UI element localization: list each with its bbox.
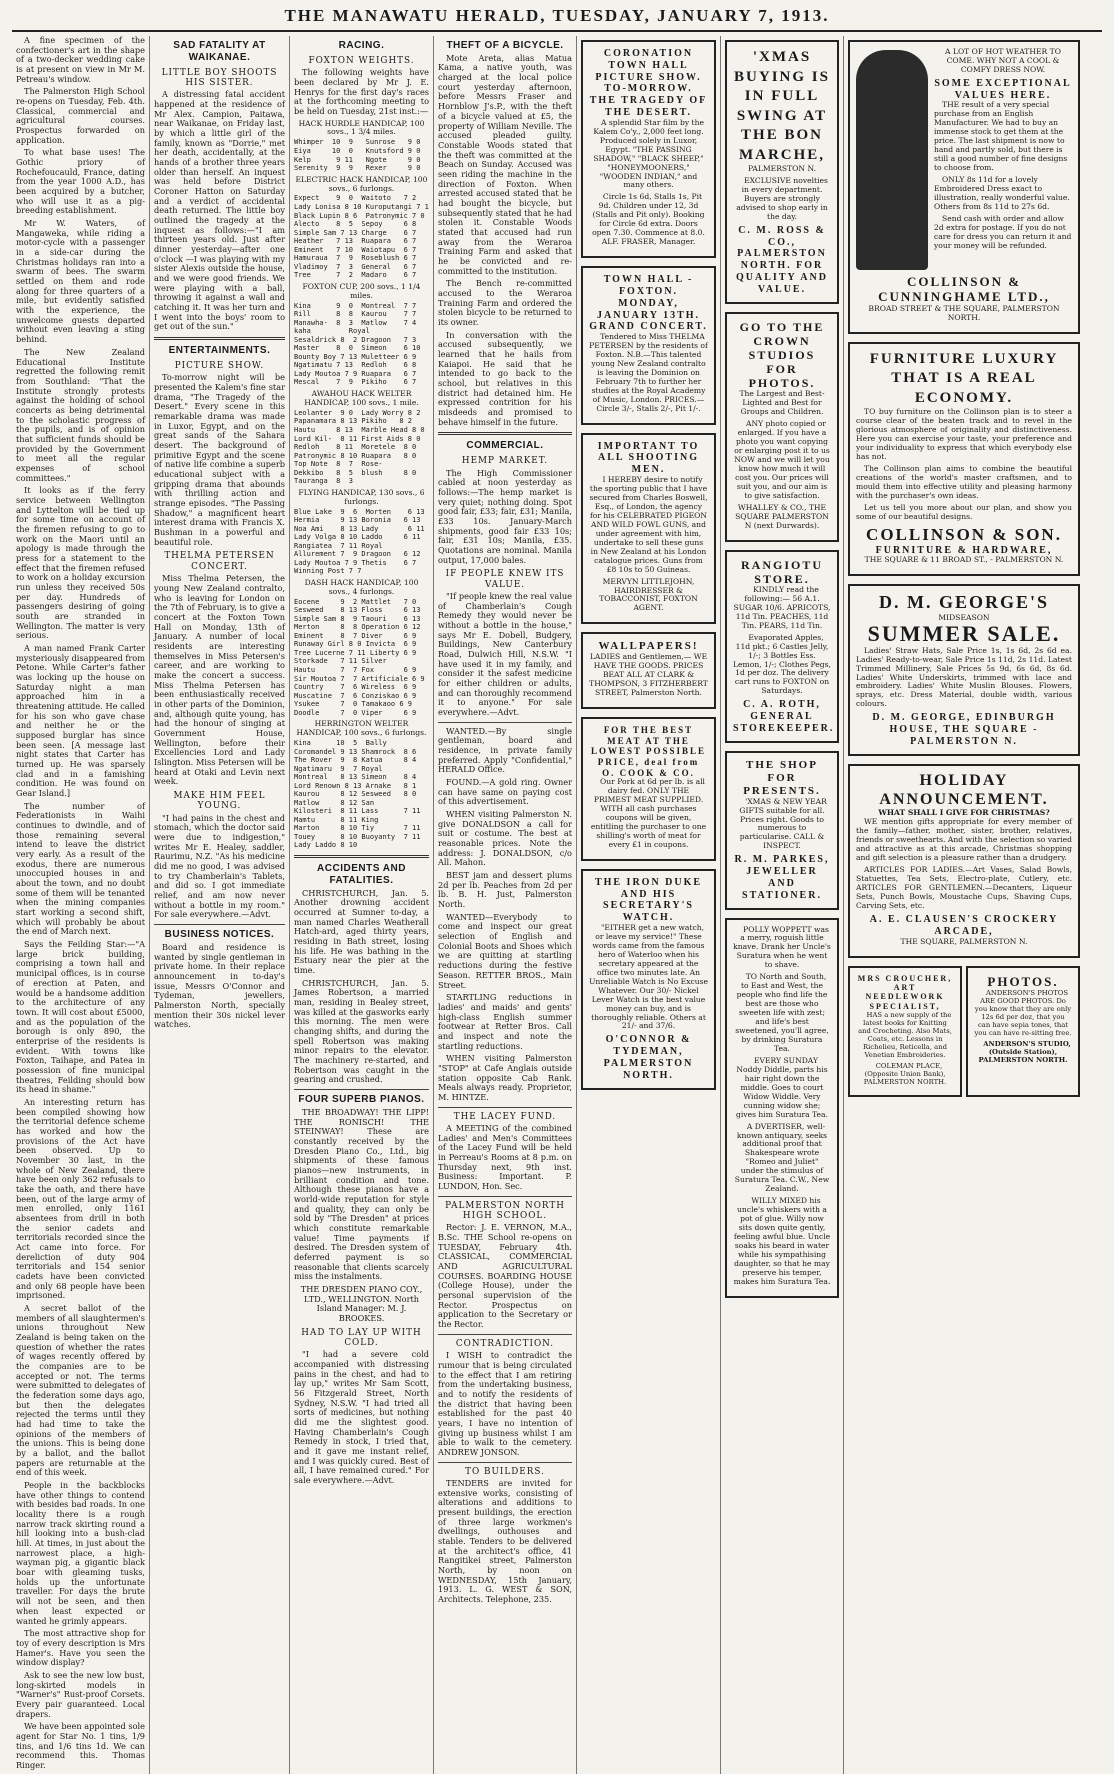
ad-title: SUMMER SALE. (867, 621, 1061, 647)
ad-body: TO North and South, to East and West, the people who find life the best are those who sweeten life with zest; and life's best sweetened, you'll agree, by drinking Suratura Tea. (735, 972, 829, 1053)
column-6 (721, 36, 844, 1774)
article-body: "I had a severe cold accompanied with distressing pains in the chest, and had to lay up," writes Mr Sam Scott, 56 Fitzgerald Street, North Sydney, N.S.W. "I had tried all sorts of medicines, but nothing did me the slightest good. Having Chamberlain's Cough Remedy in stock, I tried that, and it gave me instant relief, and I was quickly cured. Best of all, I have remained cured." For sale everywhere.—Advt. (294, 1349, 429, 1486)
ad-rangiotu-store (725, 550, 839, 743)
article-body: To-morrow night will be presented the Kalem's fine star drama, "The Tragedy of the Desert." Every scene in this remarkable drama was made in Luxor, Egypt, and on the great sands of the Sahara desert. The background of primitive Egypt and the scene of native life combine a superb educational subject with a gripping drama that abounds with thrilling action and strange episodes. "The Passing Shadow," a magnificent heart interest drama with Francis X. Bushman in a powerful and beautiful role. (154, 372, 285, 547)
ad-subhead: WHAT SHALL I GIVE FOR CHRISTMAS? (878, 808, 1050, 818)
dress-illustration (856, 50, 928, 270)
notice-body: I WISH to contradict the rumour that is being circulated to the effect that I am retiring from the undertaking business, and to notify the residents of the district that having been established for the past 40 years, I have no intention of giving up business whilst I am able to walk to the cemetery. ANDREW JONSON. (438, 1350, 572, 1457)
ad-crown-studios (725, 312, 839, 542)
ad-body: PALMERSTON N. (747, 164, 817, 173)
ad-headline: 'XMAS BUYING IS IN FULL SWING AT THE BON MARCHE, (734, 49, 830, 163)
ad-signoff: D. M. GEORGE, EDINBURGH HOUSE, THE SQUARE - PALMERSTON N. (872, 712, 1056, 747)
news-paragraph: The number of Federationists in Waihi continues to dwindle, and of those remaining several intend to leave the district very early. As a result of the exodus, there are numerous unoccupied houses in and about the town, and no doubt some of them will be tenanted when the mining companies start working a second shift, which will probably be about the end of March next. (16, 800, 145, 937)
race-title: DASH HACK HANDICAP, 100 sovs., 4 furlongs. (304, 577, 419, 596)
ad-body: ANY photo copied or enlarged. If you have a photo you want copying or enlarging post it to us NOW and we will let you know how much it will cost you. Our prices will suit you, and our aim is to give satisfaction. (734, 419, 830, 500)
ad-body: TO buy furniture on the Collinson plan is to steer a course clear of the beaten track and to revel in the glorious atmosphere of originality and distinctiveness. Here you can exercise your taste, your preference and your individuality to express that which everybody else has not. (856, 407, 1072, 461)
ad-iron-duke-watch (581, 869, 716, 1090)
article-body: Mote Areta, alias Matua Kama, a native youth, was charged at the local police court yesterday afternoon, before Messrs Fraser and Hornblow J's.P., with the theft of a bicycle valued at £5, the property of William Neville. The accused pleaded guilty. Constable Woods stated that the theft was committed at the Beach on Sunday. Accused was seen riding the machine in the direction of Foxton. When arrested accused stated that he had bought the bicycle, but subsequently stated that he had stolen it. Constable Woods stated that accused had run away from the Weraroa Training Farm and asked that he be convicted and re-committed to the institution. (438, 52, 572, 276)
ad-body: ANDERSON'S PHOTOS ARE GOOD PHOTOS. Do you know that they are only 12s 6d per doz, that you can have sepia tones, that you can have re-sitting free. (974, 988, 1072, 1037)
news-paragraph: A fine specimen of the confectioner's art in the shape of a two-decker wedding cake is at present on view in Mr M. Petreau's window. (16, 35, 145, 84)
news-paragraph: Says the Feilding Star:—"A large brick building, comprising a town hall and municipal offices, is in course of erection at Paten, and would be a handsome addition to the architecture of any town. It will cost about £5000, and as the population of the borough is only 890, the enterprise of the residents is evident. With towns like Foxton, Taihape, and Patea in possession of fine municipal theatres, Feilding should bow its head in shame." (16, 939, 145, 1095)
ad-coronation-hall (581, 40, 716, 258)
race-weights: Kina 10 5 Bally Coromandel 9 13 Shamrock 8 6 The Rover 9 8 Katua 8 4 Ngatimaru 9 7 Royal Montreal 8 13 Simeon 8 4 Lord Renown 8 13 Arnake 8 1 Kaurou 8 12 Sesweed 8 0 Matlow 8 12 San Kilosteri 8 11 Lass 7 11 Mamtu 8 11 King Marton 8 10 Tiy 7 11 Touey 8 10 Buoyanty 7 11 Lady Laddo 8 10 (294, 739, 421, 850)
ad-body: MERVYN LITTLEJOHN, HAIRDRESSER & TOBACCONIST, FOXTON AGENT. (599, 576, 698, 613)
ad-body: KINDLY read the following:— 56 A.1. SUGAR 10/6. APRICOTS, 11d Tin. PEACHES, 11d Tin. PEARS, 11d Tin. (733, 584, 831, 630)
ad-body: Circle 1s 6d, Stalls 1s, Pit 9d. Children under 12, 3d (Stalls and Pit only). Booking for Circle 6d extra. Doors open 7.30. Commence at 8.0. ALF. FRASER, Manager. (592, 192, 705, 247)
ad-body: EVERY SUNDAY Noddy Diddle, parts his hair right down the middle. Goes to court Widow Widdle. Very cunning widow she; gives him Suratura Tea. (736, 1055, 828, 1119)
race-weights: Leolanter 9 0 Lady Worry 8 2 Papanamara 8 13 Pikiho 8 2 Hautu 8 13 Marble Head 8 0 Lord Kil- 8 11 First Aids 8 0 Redloh 8 11 Moretele 8 0 Patronymic 8 10 Ruapara 8 0 Top Note 8 7 Rose- Dekkibo 8 5 blush 8 0 Tauranga 8 3 (294, 408, 425, 486)
ad-body: Evaporated Apples, 11d pkt.; 6 Castles Jelly, 1/-; 3 Bottles Ess. Lemon, 1/-; Clothes Pegs, 1d per doz. The delivery cart runs to FOXTON on Saturdays. (733, 632, 831, 696)
article-body: Miss Thelma Petersen, the young New Zealand contralto, who is leaving for London on the 7th of February, is to give a concert at the Foxton Town Hall on Monday, 13th of January. A number of local residents are interesting themselves in Miss Petersen's career, and are working to make the concert a success. Miss Thelma Petersen has been enthusiastically received in other parts of the Dominion, and, although quite young, has had the honour of singing at Government House, Wellington, before their Excellencies Lord and Lady Islington. Miss Petersen will be heard at Otaki and Levin next week. (154, 573, 285, 787)
ad-holiday-announcement (848, 764, 1080, 958)
article-body: THE DRESDEN PIANO COY., LTD., WELLINGTON. North Island Manager: M. J. BROOKES. (300, 1283, 423, 1323)
classified-ad: BEST jam and dessert plums 2d per lb. Peaches from 2d per lb. B. H. Just, Palmerston North. (438, 870, 572, 910)
ad-signoff: O'CONNOR & TYDEMAN, PALMERSTON NORTH. (603, 1034, 694, 1081)
race-title: HACK HURDLE HANDICAP, 100 sovs., 1 3/4 miles. (298, 118, 425, 137)
ad-subhead: FURNITURE & HARDWARE, (875, 544, 1053, 556)
notice-headline: THE LACEY FUND. (453, 1111, 557, 1122)
ad-headline: TOWN HALL - FOXTON. MONDAY, JANUARY 13TH. GRAND CONCERT. (589, 274, 708, 333)
news-paragraph: Ask to see the new low bust, long-skirted models in "Warner's" Rust-proof Corsets. Every pair guaranteed. Local drapers. (16, 1669, 145, 1719)
ad-body: HAS a new supply of the latest books for Knitting and Crocheting. Also Mats, Coats, etc. Lessons in Richelieu, Reticella, and Venetian Embroideries. (858, 1011, 952, 1060)
column-4 (434, 36, 577, 1774)
classified-ad: WHEN visiting Palmerston N. give DONALDSON a call for suit or costume. The best at reasonable prices. Note the address: J. DONALDSON, c/o All. Mahon. (438, 809, 572, 868)
divider (438, 432, 572, 435)
race-weights: Expect 9 0 Waitoto 7 2 Lady Lonisa 8 10 Kuroputangi 7 1 Black Lupin 8 6 Patronymic 7 0 Alecto 8 5 Sepoy 6 8 Simple Sam 7 13 Charge 6 7 Heather 7 13 Ruapara 6 7 Eminent 7 10 Waiotapu 6 7 Hamuraua 7 9 Roseblush 6 7 Vladimoy 7 3 General 6 7 Tree 7 2 Madaro 6 7 (294, 194, 429, 280)
ad-xmas-buying (725, 40, 839, 304)
news-paragraph: Mr W. Waters, of Mangaweka, while riding a motor-cycle with a passenger in a side-car during the Christmas holidays ran into a swarm of bees. The swarm settled on them and rode along for three quarters of a mile, but evidently satisfied with the experience, the unwelcome guests departed without even leaving a sting behind. (16, 218, 145, 345)
column-1 (12, 36, 150, 1774)
article-subhead: FOXTON WEIGHTS. (308, 55, 415, 66)
divider (294, 855, 429, 858)
divider (438, 1196, 572, 1197)
news-paragraph: The most attractive shop for toy of every description is Mrs Hamer's. Have you seen the window display? (16, 1628, 145, 1668)
ad-body: A DVERTISER, well-known antiquary, seeks additional proof that Shakespeare wrote "Romeo and Juliet" under the stimulus of Suratura Tea. C.W., New Zealand. (734, 1121, 830, 1194)
ad-body: WE mention gifts appropriate for every member of the family—father, mother, sister, brother, relatives, friends or sweethearts. And with the selection so varied and attractive as at this arcade, Christmas shopping and gift selection is a pleasure rather than a drudgery. (856, 817, 1072, 863)
article-headline: FOUR SUPERB PIANOS. (298, 1094, 425, 1106)
ad-headline: D. M. GEORGE'S (878, 592, 1049, 613)
column-7 (844, 36, 1084, 1774)
ad-collinson-cunninghame (848, 40, 1080, 334)
ad-headline: FOR THE BEST MEAT AT THE LOWEST POSSIBLE PRICE, deal from O. COOK & CO. (590, 725, 707, 778)
news-paragraph: It looks as if the ferry service between Wellington and Lyttelton will be tied up for some time on account of the firemen refusing to go to work on the Maori until an apology is made through the press for a statement to the effect that the firemen refused to work on a holiday excursion run unless they received 50s per day. Hundreds of passengers desiring of going south are stranded in Wellington. The matter is very serious. (16, 485, 145, 641)
article-body: The Bench re-committed accused to the Weraroa Training Farm and ordered the stolen bicycle to be returned to its owner. (438, 278, 572, 327)
ad-subhead: The Largest and Best-Lighted and Best for Groups and Children. (739, 389, 825, 417)
news-paragraph: The Palmerston High School re-opens on Tuesday, Feb. 4th. Classical, commercial and agricultural courses. Prospectus forwarded on application. (16, 86, 145, 145)
divider (154, 924, 285, 925)
ad-body: A splendid Star film by the Kalem Co'y., 2,000 feet long. Produced solely in Luxor, Egypt. "THE PASSING SHADOW," "BLACK SHEEP," "HONEYMOONERS," "WOODEN INDIAN," and many others. (593, 117, 704, 190)
article-body: "I had pains in the chest and stomach, which the doctor said were due to indigestion," writes Mr E. Healey, saddler, Raurimu, N.Z. "As his medicine did me no good, I was advised to try Chamberlain's Tablets, and did so. I got immediate relief, and am now never without a bottle in my room." For sale everywhere.—Advt. (154, 812, 285, 920)
ad-body: POLLY WOPPETT was a merry, roguish little knave. Drank her Uncle's Suratura when he went to shave. (733, 924, 831, 970)
ad-signoff: C. M. ROSS & CO., PALMERSTON NORTH. FOR QUALITY AND VALUE. (736, 224, 828, 295)
ad-body: "EITHER get a new watch, or leave my service!" These words came from the famous hero of Waterloo when his secretary appeared at the office two minutes late. An Unreliable Watch is No Excuse Whatever. Our 30/- Nickel Lever Watch is the best value money can buy, and is thoroughly reliable. Others at 21/- and 37/6. (589, 922, 709, 1031)
article-subhead: PICTURE SHOW. (174, 360, 265, 371)
notice-body: A MEETING of the combined Ladies' and Men's Committees of the Lacey Fund will be held in Perreau's Rooms at 8 p.m. on Thursday next, 9th inst. Business: Important. P. LUNDON, Hon. Sec. (438, 1122, 572, 1191)
ad-headline: PHOTOS. (987, 973, 1059, 989)
news-paragraph: A man named Frank Carter mysteriously disappeared from Petone. While Carter's father was locking up the house on Saturday night a man approached him in a threatening attitude. He called for his son who gave chase and neither he or the supposed burglar has since been seen. [A message last night states that Carter has turned up. He was sparsely clad and in a famishing condition. He was found on Gear Island.] (16, 642, 145, 799)
ad-signoff: ANDERSON'S STUDIO, (Outside Station), PALMERSTON NORTH. (978, 1039, 1071, 1064)
ad-address: THE SQUARE, PALMERSTON N. (900, 936, 1028, 946)
race-title: AWAHOU HACK WELTER HANDICAP, 100 sovs., 1 mile. (304, 389, 419, 407)
race-title: FOXTON CUP, 200 sovs., 1 1/4 miles. (302, 281, 421, 300)
article-body: A distressing fatal accident happened at the residence of Mr Alex. Campion, Paitawa, near Waikanae, on Friday last, by which a little girl of the family, known as "Dorrie," met her death, accidentally, at the hands of a brother three years older than herself. An inquest was held before District Coroner Hatton on Saturday and a verdict of accidental death returned. The little boy outlined the tragedy at the inquest as follows:—"I am thirteen years old. Just after dinner yesterday—after one o'clock —I was playing with my sister Alexis outside the house, and we were good friends. We were playing with a ball, throwing it against a wall and catching it. It was her turn and I went into the boys' room to get out of the sun." (154, 89, 285, 332)
news-paragraph: A secret ballot of the members of all slaughtermen's unions throughout New Zealand is being taken on the question of whether the rates of wages recently offered by the companies are to be accepted or not. The terms were submitted to delegates of the federation some days ago, but then the delegates rejected the terms until they had had time to take the opinions of the members of the unions. This is being done by a ballot, and the ballot papers are returnable at the end of this week. (16, 1303, 145, 1478)
news-paragraph: To what base uses! The Gothic priory of Rochefoucauld, France, dating from the year 1000 A.D., has been acquired by a butcher, who will use it as a pig-breeding establishment. (16, 147, 145, 216)
ad-george-summer-sale (848, 584, 1080, 755)
ad-headline: MRS CROUCHER, ART NEEDLEWORK SPECIALIST, (857, 973, 953, 1011)
ad-body: I HEREBY desire to notify the sporting public that I have secured from Charles Boswell, Esq., of London, the agency for his CELEBRATED PIGEON AND WILD FOWL GUNS, and under agreement with him, undertake to sell these guns in New Zealand at his London catalogue prices. Guns from £8 10s to 50 Guineas. (589, 475, 708, 574)
notice-body: Rector: J. E. VERNON, M.A., B.Sc. THE School re-opens on TUESDAY, February 4th. CLASSICAL, COMMERCIAL AND AGRICULTURAL COURSES. BOARDING HOUSE (College House), under the personal supervision of the Rector. Prospectus on application to the Secretary or the Rector. (438, 1222, 572, 1330)
ad-body: Ladies' Straw Hats, Sale Price 1s, 1s 6d, 2s 6d ea. Ladies' Ready-to-wear, Sale Price 1s 11d, 2s 11d. Latest Trimmed Millinery, Sale Prices 5s 9d, 6s 6d, 8s 6d. Ladies' White Underskirts, trimmed with lace and embroidery. Ladies' White Muslin Blouses. Flowers, sprays, etc. Dress Material, double width, various colours. (856, 645, 1072, 709)
ad-suratura-tea (725, 918, 839, 1298)
article-subhead: HAD TO LAY UP WITH COLD. (301, 1327, 422, 1348)
masthead: THE MANAWATU HERALD, TUESDAY, JANUARY 7, 1913. (12, 6, 1102, 32)
race-title: HERRINGTON WELTER HANDICAP, 100 sovs., 6 furlongs. (296, 719, 427, 738)
ad-shop-for-presents (725, 751, 839, 910)
notice-body: TENDERS are invited for extensive works, consisting of alterations and additions to present buildings, the erection of three large workmen's dwellings, outhouses and stable. Tenders to be delivered at the architect's office, 41 Rangitikei street, Palmerston North, by noon on WEDNESDAY, 15th January, 1913. L. G. WEST & SON, Architects. Telephone, 235. (438, 1477, 572, 1604)
ad-headline: THE IRON DUKE AND HIS SECRETARY'S WATCH. (594, 876, 703, 924)
news-paragraph: People in the backblocks have other things to contend with besides bad roads. In one locality there is a rough narrow track skirting round a hill looking into a bush-clad hill. At times, in just about the narrowest place, a high-wayman pig, a gigantic black boar with gleaming tusks, holds up the unfortunate traveller. For days the brute will not be seen, and then when least expected or wanted he grimly appears. (16, 1480, 145, 1626)
article-body: "If people knew the real value of Chamberlain's Cough Remedy they would never be without a bottle in the house," says Mr E. Dobell, Budgery, Buildings, New Canterbury Road, Dulwich Hill, N.S.W. "I have used it in my family, and consider it the safest medicine for either children or adults, and can thoroughly recommend it to anyone." For sale everywhere.—Advt. (438, 590, 572, 718)
column-3 (290, 36, 434, 1774)
ad-town-hall-concert (581, 266, 716, 425)
article-headline: COMMERCIAL. (466, 440, 544, 452)
ad-mrs-croucher (848, 966, 962, 1098)
classified-ad: WANTED.—By single gentleman, board and residence, in private family preferred. Apply "Confidential," HERALD Office. (438, 725, 572, 775)
ad-headline: SOME EXCEPTIONAL VALUES HERE. (934, 77, 1072, 101)
ad-signoff: A. E. CLAUSEN'S CROCKERY ARCADE, (869, 913, 1059, 937)
article-body: Board and residence is wanted by single gentleman in private home. In their replace announcement in to-day's issue, Messrs O'Connor and Tydeman, jewellers, Palmerston North, specially mention their 30s nickel lever watches. (154, 941, 285, 1030)
article-headline: ENTERTAINMENTS. (168, 345, 271, 357)
ad-address: BROAD STREET & THE SQUARE, PALMERSTON NORTH. (868, 303, 1060, 322)
ad-body: The Collinson plan aims to combine the beautiful creations of the world's master craftsmen, and to mould them into effective utility and pleasing harmony with the purchaser's own ideas. (856, 463, 1072, 500)
ad-body: Our Pork at 6d per lb. is all dairy fed. ONLY THE PRIMEST MEAT SUPPLIED. WITH all cash purchases coupons will be given, entitling the purchaser to one shilling's worth of meat for every £1 in coupons. (590, 777, 707, 849)
ad-body: WILLY MIXED his uncle's whiskers with a pot of glue. Willy now sits down quite gently, feeling awful blue. Uncle soaks his beard in water while his sympathising daughter, so that he may preserve his temper, makes him Suratura Tea. (733, 1196, 831, 1286)
article-headline: THEFT OF A BICYCLE. (446, 40, 564, 51)
ad-headline: THE SHOP FOR PRESENTS. (743, 758, 821, 797)
divider (154, 337, 285, 340)
notice-headline: TO BUILDERS. (465, 1466, 545, 1477)
ad-body: LADIES and Gentlemen,— WE HAVE THE GOODS. PRICES BEAT ALL AT CLARK & THOMPSON, 3 FITZHERBERT STREET, Palmerston North. (589, 652, 708, 698)
article-subhead: MAKE HIM FEEL YOUNG. (173, 790, 266, 812)
ad-body: THE result of a very special purchase from an English Manufacturer. We had to buy an immense stock to get them at the price. The last shipment is now to hand and partly sold, but there is still a good number of fine designs to choose from. (934, 100, 1068, 173)
ad-body: 'XMAS & NEW YEAR GIFTS suitable for all. Prices right. Goods to numerous to particularise. CALL & INSPECT. (739, 796, 827, 851)
race-title: ELECTRIC HACK HANDICAP, 100 sovs., 6 furlongs. (295, 174, 428, 193)
article-body: CHRISTCHURCH, Jan. 5. James Robertson, a married man, residing in Bealey street, was killed at the gasworks early this morning. The men were changing shifts, and during the spell Robertson was making minor repairs to the elevator. The machinery re-started, and Robertson was caught in the gearing and crushed. (294, 977, 429, 1085)
ad-signoff: C. A. ROTH, GENERAL STOREKEEPER. (733, 699, 835, 734)
ad-signoff: R. M. PARKES, JEWELLER AND STATIONER. (734, 854, 830, 901)
ad-body: ONLY 8s 11d for a lovely Embroidered Dress exact to illustration, really wonderful value. Others from 8s 11d to 27s 6d. (934, 175, 1070, 211)
race-weights: Whimper 10 9 Sunrose 9 0 Eiya 10 0 Knutsford 9 0 Kelp 9 11 Ngote 9 0 Serenity 9 9 Rexer 9 0 (294, 138, 421, 173)
article-headline: RACING. (338, 40, 385, 51)
article-subhead: LITTLE BOY SHOOTS HIS SISTER. (161, 67, 278, 88)
divider (294, 1089, 429, 1090)
divider (438, 1462, 572, 1463)
news-paragraph: We have been appointed sole agent for Star No. 1 tins, 1/9 tins, and 1/6 tins 1d. We can recommend this. Thomas Ringer. (16, 1721, 145, 1770)
divider (438, 722, 572, 723)
ad-body: A LOT OF HOT WEATHER TO COME. WHY NOT A COOL & COMFY DRESS NOW. (945, 47, 1061, 74)
ad-furniture-luxury (848, 342, 1080, 577)
classified-ad: STARTLING reductions in ladies' and maids' and gents' high-class English summer footwear at Retter Bros. Call and inspect and note the startling reductions. (438, 992, 572, 1051)
ad-headline: HOLIDAY ANNOUNCEMENT. (879, 771, 1049, 808)
ad-headline: RANGIOTU STORE. (740, 557, 823, 586)
classified-ad: WHEN visiting Palmerston "STOP" at Cafe Anglais outside station opposite Cab Rank. Meals always ready. Proprietor, M. HINTZE. (438, 1053, 572, 1102)
race-weights: Eocene 9 2 Mattlet 7 0 Sesweed 8 13 Floss 6 13 Simple Sam 8 9 Taouri 6 13 Merton 8 8 Operation 6 12 Eminent 8 7 Diver 6 9 Runaway Girl 8 0 Invicta 6 9 Tree Lucerne 7 11 Liberty 6 9 Storkade 7 11 Silver Hautu 7 7 Fox 6 9 Sir Moutoa 7 7 Artificiale 6 9 Country 7 6 Wireless 6 9 Muscatine 7 6 Conziskao 6 9 Ysukee 7 0 Tamakaoo 6 9 Doodle 7 0 Viper 6 9 (294, 597, 425, 717)
ad-shooting-men (581, 433, 716, 625)
classified-ad: FOUND.—A gold ring. Owner can have same on paying cost of this advertisement. (438, 777, 572, 807)
article-subhead: IF PEOPLE KNEW ITS VALUE. (445, 569, 565, 590)
bottom-ads (848, 966, 1080, 1098)
article-subhead: HEMP MARKET. (461, 456, 549, 467)
ad-headline: CORONATION TOWN HALL PICTURE SHOW. TO-MORROW. THE TRAGEDY OF THE DESERT. (589, 48, 708, 118)
ad-headline: FURNITURE LUXURY THAT IS A REAL ECONOMY. (869, 350, 1059, 406)
ad-anderson-photos (966, 966, 1080, 1098)
ad-headline: IMPORTANT TO ALL SHOOTING MEN. (597, 440, 700, 476)
ad-subhead: MIDSEASON (938, 612, 990, 622)
notice-headline: CONTRADICTION. (455, 1338, 555, 1349)
ad-signoff: COLLINSON & CUNNINGHAME LTD., (878, 274, 1050, 305)
ad-wallpapers (581, 632, 716, 709)
race-weights: Kina 9 0 Montreal 7 7 Rill 8 8 Kaurou 7 7 Manawha- 8 3 Matlow 7 4 kaha Royal Sesaldrick 8 2 Dragoon 7 3 Master 8 0 Simeon 6 10 Bounty Boy 7 13 Muletteer 6 9 Ngatimatu 7 13 Redloh 6 8 Lady Moutoa 7 9 Ruapara 6 7 Mescal 7 9 Pikiho 6 7 (294, 301, 421, 387)
article-body: The following weights have been declared by Mr J. E. Henrys for the first day's races at the forthcoming meeting to be held on Tuesday, 21st inst.:— (294, 67, 429, 116)
notice-headline: PALMERSTON NORTH HIGH SCHOOL. (445, 1200, 565, 1222)
column-2 (150, 36, 290, 1774)
race-weights: Blue Lake 9 6 Morten 6 13 Hermia 9 13 Boronia 6 13 Noa Ami 8 13 Lady 6 11 Lady Volga 8 10 Laddo 6 11 Rangiatea 7 11 Royal Allurement 7 9 Dragoon 6 12 Lady Moutoa 7 9 Thetis 6 7 Winning Post 7 7 (294, 507, 425, 576)
ad-signoff: COLLINSON & SON. (866, 524, 1062, 544)
article-body: CHRISTCHURCH, Jan. 5. Another drowning accident occurred at Sumner to-day, a man named Charles Weatherall Hatch-ard, aged thirty years, residing in Bath street, losing his life. He was bathing in the Estuary near the pier at the time. (294, 887, 429, 975)
article-body: THE BROADWAY! THE LIPP! THE RONISCH! THE STEINWAY! These are constantly received by the Dresden Piano Co., Ltd., big shipments of these famous pianos—new instruments, in brilliant condition and tone. Although these pianos have a world-wide reputation for style and quality, they can only be sold by "The Dresden" at prices which constitute remarkable value! Time payments if desired. The Dresden system of deferred payment is so reasonable that clients scarcely miss the instalments. (294, 1106, 429, 1282)
divider (438, 1107, 572, 1108)
article-headline: ACCIDENTS AND FATALITIES. (317, 863, 406, 886)
ad-cook-meat (581, 717, 716, 861)
ad-headline: WALLPAPERS! (598, 640, 699, 653)
ad-body: EXCLUSIVE novelties in every department. Buyers are strongly advised to shop early in the day. (736, 175, 828, 221)
news-paragraph: An interesting return has been compiled showing how the territorial defence scheme has worked and how the provisions of the Act have been observed. Up to November 30 last, in the whole of New Zealand, there have been only 362 refusals to take the oath, and there have been, out of the large army of men enrolled, only 1161 absentees from drill in both the senior cadets and territorials recorded since the Act came into force. For dereliction of duty 904 territorials and 154 senior cadets have been convicted and only 68 people have been imprisoned. (16, 1096, 145, 1301)
ad-address: THE SQUARE & 11 BROAD ST., - PALMERSTON N. (864, 555, 1064, 565)
article-headline: SAD FATALITY AT WAIKANAE. (173, 40, 266, 63)
column-5 (577, 36, 721, 1774)
ad-body: Send cash with order and allow 2d extra for postage. If you do not care for dress you can return it and your money will be refunded. (934, 213, 1072, 250)
classified-ad: WANTED—Everybody to come and inspect our great selection of English and Colonial Boots and Shoes which we are quitting at startling reductions during the festive Season. RETTER BROS., Main Street. (438, 911, 572, 990)
article-body: The High Commissioner cabled at noon yesterday as follows:—The hemp market is very quiet; nothing doing. Spot good fair, £33; fair, £31; Manila, £33 10s. January-March shipments, good fair £33 10s; fair, £31 10s; Manila, £35. Quotations are nominal. Manila output, 17,000 bales. (438, 467, 572, 565)
ad-body: Tendered to Miss THELMA PETERSEN by the residents of Foxton. N.B.—This talented young New Zealand contralto is leaving the Dominion on February 7th to further her studies at the Royal Academy of Music, London. PRICES.—Circle 3/-, Stalls 2/-, Pit 1/-. (589, 332, 708, 413)
ad-body: Let us tell you more about our plan, and show you some of our beautiful designs. (856, 502, 1072, 521)
article-body: In conversation with the accused subsequently, we learned that he hails from Kaiapoi. He said that he intended to go back to the school, but relatives in this district had detained him. He expressed contrition for his misdeeds and promised to behave himself in the future. (438, 329, 572, 427)
ad-signoff: WHALLEY & CO., THE SQUARE PALMERSTON N (next Durwards). (735, 502, 829, 530)
news-paragraph: The New Zealand Educational Institute regretted the following remit from Southland: "That the Institute strongly protests against the holding of school concerts as being detrimental to the scholastic progress of the pupils, and is of opinion that sufficient funds should be provided by the Government to meet all the regular expenses of school committees." (16, 346, 145, 483)
ad-headline: GO TO THE CROWN STUDIOS FOR PHOTOS. (739, 319, 825, 391)
article-subhead: THELMA PETERSEN CONCERT. (164, 551, 275, 572)
race-title: FLYING HANDICAP, 130 sovs., 6 furlongs. (298, 487, 425, 506)
article-headline: BUSINESS NOTICES. (164, 929, 275, 941)
divider (438, 1334, 572, 1335)
ad-body: ARTICLES FOR LADIES.—Art Vases, Salad Bowls, Statuettes, Tea Sets, Electro-plate, Cutlery, etc. ARTICLES FOR GENTLEMEN.—Decanters, Liqueur Sets, Punch Bowls, Moustache Cups, Shaving Cups, Carving Sets, etc. (856, 865, 1072, 911)
ad-address: COLEMAN PLACE, (Opposite Union Bank), PALMERSTON NORTH. (863, 1062, 947, 1087)
